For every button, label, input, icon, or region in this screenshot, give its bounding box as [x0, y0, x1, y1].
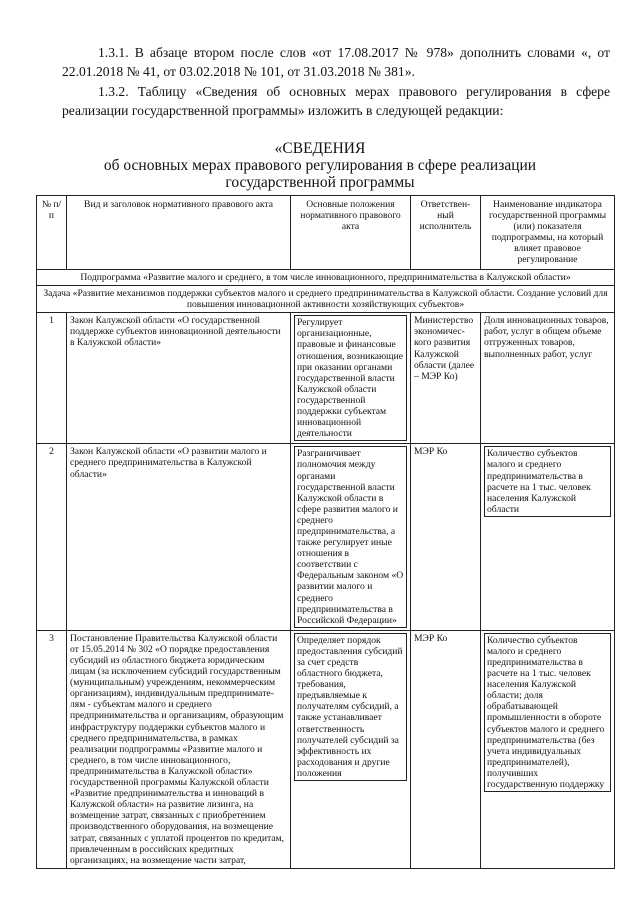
heading-line-3: государственной программы: [225, 174, 415, 191]
heading-title: «СВЕДЕНИЯ: [274, 140, 366, 157]
subprogram-row: [37, 270, 615, 286]
row-executor: МЭР Ко: [411, 630, 481, 868]
row-indicator-text: Количество субъектов малого и среднего предпринимательства в расчете на 1 тыс. человек населения Калужской области; доля обрабатывающей промышленности в обороте субъектов малого и среднего предпринимательства (без учета индивидуальных предпринимателей), получивших государственную поддержку: [484, 633, 611, 792]
row-provisions: [291, 630, 411, 868]
paragraph-1-3-1: 1.3.1. В абзаце втором после слов «от 17.08.2017 № 978» дополнить словами «, от 22.01.2018 № 41, от 03.02.2018 № 101, от 31.03.2018 № 381».: [62, 45, 610, 79]
row-provisions: [291, 313, 411, 444]
row-executor: Министерство экономичес-кого развития Калужской области (далее – МЭР Ко): [411, 313, 481, 444]
task-title: Задача «Развитие механизмов поддержки субъектов малого и среднего предпринимательства в Калужской области. Создание условий для повышения инновационной активности хозяйствующих субъектов»: [37, 286, 615, 313]
row-indicator-text: Количество субъектов малого и среднего предпринимательства в расчете на 1 тыс. человек населения Калужской области: [484, 446, 611, 517]
row-provisions-text: Регулирует организационные, правовые и финансовые отношения, возникающие при оказании органами государственной власти Калужской области государственной поддержки субъектам инновационной деятельности: [294, 315, 407, 441]
row-indicator: [481, 444, 615, 631]
row-provisions: [291, 444, 411, 631]
row-indicator: Доля инновационных товаров, работ, услуг в общем объеме отгруженных товаров, выполненных работ, услуг: [481, 313, 615, 444]
row-number: 3: [37, 630, 67, 868]
legal-measures-table: [36, 195, 615, 869]
row-indicator: [481, 630, 615, 868]
row-number: 2: [37, 444, 67, 631]
row-executor: МЭР Ко: [411, 444, 481, 631]
heading-line-2: об основных мерах правового регулирования в сфере реализации: [103, 157, 537, 174]
table-header-row: [37, 196, 615, 270]
header-indicator: Наименование индикатора государственной программы (или) показателя подпрограммы, на который влияет правовое регулирование: [481, 196, 615, 270]
header-act: Вид и заголовок нормативного правового акта: [67, 196, 291, 270]
table-row: [37, 313, 615, 444]
paragraph-1-3-2: 1.3.2. Таблицу «Сведения об основных мерах правового регулирования в сфере реализации государственной программы» изложить в следующей редакции:: [62, 84, 610, 118]
task-row: [37, 286, 615, 313]
row-number: 1: [37, 313, 67, 444]
subprogram-title: Подпрограмма «Развитие малого и среднего, в том числе инновационного, предпринимательства в Калужской области»: [37, 270, 615, 286]
table-row: [37, 630, 615, 868]
row-act: Закон Калужской области «О развитии малого и среднего предпринимательства в Калужской области»: [67, 444, 291, 631]
row-provisions-text: Определяет порядок предоставления субсидий за счет средств областного бюджета, требования, предъявляемые к получателям субсидий, а также устанавливает ответственность получателей субсидий за эффективность их расходования и другие положения: [294, 633, 407, 781]
row-provisions-text: Разграничивает полномочия между органами государственной власти Калужской области в сфере развития малого и среднего предпринимательства, а также регулирует иные отношения в соответствии с Федеральным законом «О развитии малого и среднего предпринимательства в Российской Федерации»: [294, 446, 407, 628]
header-num: № п/п: [37, 196, 67, 270]
row-act: Постановление Правительства Калужской области от 15.05.2014 № 302 «О порядке предоставления субсидий из областного бюджета юридическим лицам (за исключением субсидий государственным (муниципальным) учреждениям, некоммерческим организациям), индивидуальным предпринимате-лям - субъектам малого и среднего предпринимательства и организациям, образующим инфраструктуру поддержки субъектов малого и среднего предпринимательства, в рамках реализации подпрограммы «Развитие малого и среднего, в том числе инновационного, предпринимательства в Калужской области» государственной программы Калужской области «Развитие предпринимательства и инноваций в Калужской области» на развитие лизинга, на возмещение затрат, связанных с приобретением производственного оборудования, на возмещение затрат, связанных с уплатой процентов по кредитам, привлеченным в российских кредитных организациях, на возмещение части затрат,: [67, 630, 291, 868]
row-act: Закон Калужской области «О государственной поддержке субъектов инновационной деятельности в Калужской области»: [67, 313, 291, 444]
header-executor: Ответствен- ный исполнитель: [411, 196, 481, 270]
header-provisions: Основные положения нормативного правового акта: [291, 196, 411, 270]
table-row: [37, 444, 615, 631]
